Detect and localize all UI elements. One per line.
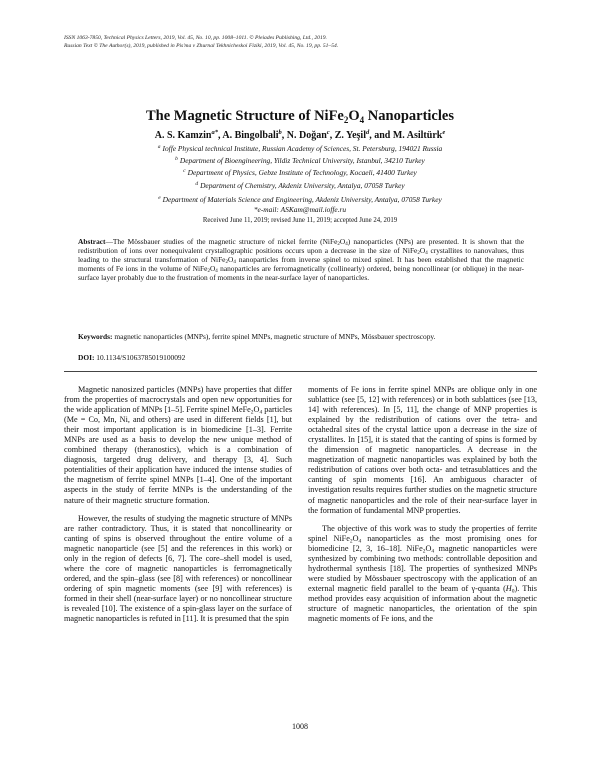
affiliation: $^c$ Department of Physics, Gebze Institute of Technology, Kocaeli, 41400 Turkey	[183, 168, 417, 177]
author-list: A. S. Kamzin$^{a*}$, A. Bingolbali$^b$, N. Doğan$^c$, Z. Yeşil$^d$, and M. Asiltürk$^e$	[154, 129, 446, 141]
doi-link[interactable]: 10.1134/S1063785019100092	[94, 353, 186, 362]
journal-header-line-2: Russian Text © The Author(s), 2019, published in Pis'ma v Zhurnal Tekhnicheskoi Fiziki, 2019, Vol. 45, No. 19, pp. 51–54.	[64, 43, 339, 49]
section-divider	[64, 371, 537, 372]
received-dates: Received June 11, 2019; revised June 11, 2019; accepted June 24, 2019	[202, 217, 398, 224]
body-column-right	[308, 385, 537, 624]
article-title: The Magnetic Structure of $NiFe_2O_4$ Nanoparticles	[146, 108, 454, 125]
abstract: Abstract—The Mössbauer studies of the magnetic structure of nickel ferrite $(NiFe_2O_4)$ nanoparticles (NPs) are presented. It is shown that the redistribution of ions over nonequivalent crystallographic positions occurs upon a decrease in the size of $NiFe_2O_4$ crystallites to nanovalues, thus leading to the structural transformation of $NiFe_2O_4$ nanoparticles from inverse spinel to mixed spinel. It has been established that the magnetic moments of Fe ions in the volume of $NiFe_2O_4$ nanoparticles are ferromagnetically (collinearly) ordered, being noncollinear (or oblique) in the near-surface layer probably due to the frustration of moments in the near-surface layer of nanoparticles.	[78, 237, 524, 283]
affiliation: $^b$ Department of Bioengineering, Yildiz Technical University, Istanbul, 34210 Turkey	[175, 156, 425, 165]
keywords: Keywords: magnetic nanoparticles (MNPs), ferrite spinel MNPs, magnetic structure of MNPs, Mössbauer spectroscopy.	[78, 332, 436, 341]
doi: DOI: 10.1134/S1063785019100092	[78, 353, 186, 362]
body-paragraph: The objective of this work was to study the properties of ferrite spinel $NiFe_2O_4$ nanoparticles as the most promising ones for biomedicine [2, 3, 16–18]. $NiFe_2O_4$ magnetic nanoparticles were synthesized by combining two methods: controllable deposition and hydrothermal synthesis [18]. The properties of synthesized MNPs were studied by Mössbauer spectroscopy with the application of an external magnetic field parallel to the beam of γ-quanta $(H_0)$. This method provides easy acquisition of information about the magnetic structure of magnetic nanoparticles, the orientation of the spin magnetic moments of Fe ions, and the	[308, 523, 537, 624]
corresponding-email: *e-mail: ASKam@mail.ioffe.ru	[253, 205, 347, 214]
author: N. Doğan$^c$	[286, 129, 330, 141]
author: and M. Asiltürk$^e$	[374, 129, 446, 141]
author: A. S. Kamzin$^{a*}$	[154, 129, 218, 141]
affiliation: $^d$ Department of Chemistry, Akdeniz University, Antalya, 07058 Turkey	[195, 181, 405, 190]
author: Z. Yeşil$^d$	[334, 129, 370, 141]
affiliation: $^e$ Department of Materials Science and Engineering, Akdeniz University, Antalya, 07058 Turkey	[158, 195, 442, 204]
body-column-left	[64, 385, 292, 624]
page-number: 1008	[292, 722, 308, 731]
body-paragraph: moments of Fe ions in ferrite spinel MNPs are oblique only in one sublattice (see [5, 12] with references) or in both sublattices (see [13, 14] with references). In [5, 11], the change of MNP properties is explained by the redistribution of cations over the tetra- and octahedral sites of the crystal lattice upon a decrease in the size of crystallites. In [15], it is stated that the canting of spins is formed by the dimension of magnetic nanoparticles. A decrease in the magnetization of magnetic nanoparticles was explained by both the redistribution of cations over both octa- and tetrasublattices and the canting of spin moments [16]. An ambiguous character of investigation results requires further studies on the magnetic structure of magnetic nanoparticles and the role of their near-surface layer in the formation of fundamental MNP properties.	[308, 385, 537, 515]
abstract-label: Abstract	[78, 237, 106, 246]
journal-header-line-1: ISSN 1063-7850, Technical Physics Letters, 2019, Vol. 45, No. 10, pp. 1008–1011. © Pleiades Publishing, Ltd., 2019.	[64, 35, 327, 41]
body-paragraph: However, the results of studying the magnetic structure of MNPs are rather contradictory. Thus, it is stated that noncollinearity or canting of spins is observed throughout the entire volume of a magnetic nanoparticle (see [5] and the references in this work) or only in the region of defects [6, 7]. The core–shell model is used, where the core of magnetic nanoparticles is ferromagnetically ordered, and the spin–glass (see [8] with references) or noncollinear ordering of spin magnetic moments (see [9] with references) is formed in their shell (near-surface layer) or no noncollinear structure is revealed [10]. The existence of a spin-glass layer on the surface of magnetic nanoparticles is refuted in [11]. It is presumed that the spin	[64, 513, 292, 624]
affiliation: $^a$ Ioffe Physical technical Institute, Russian Academy of Sciences, St. Petersburg, 194021 Russia	[157, 144, 443, 153]
author: A. Bingolbali$^b$	[222, 129, 282, 141]
body-paragraph: Magnetic nanosized particles (MNPs) have properties that differ from the properties of macrocrystals and open new opportunities for the wide application of MNPs [1–5]. Ferrite spinel $MeFe_2O_4$ particles (Me = Co, Mn, Ni, and others) are used in different fields [1], but their most important application is in biomedicine [1–3]. Ferrite MNPs are used as a basis to develop the new unique method of combined therapy (theranostics), which is a combination of diagnosis, targeted drug delivery, and therapy [3, 4]. Such potentialities of their application have induced the intense studies of the magnetism of ferrite spinel MNPs [1–4]. One of the important aspects in the study of ferrite MNPs is the understanding of the nature of their magnetic structure formation.	[64, 385, 293, 505]
